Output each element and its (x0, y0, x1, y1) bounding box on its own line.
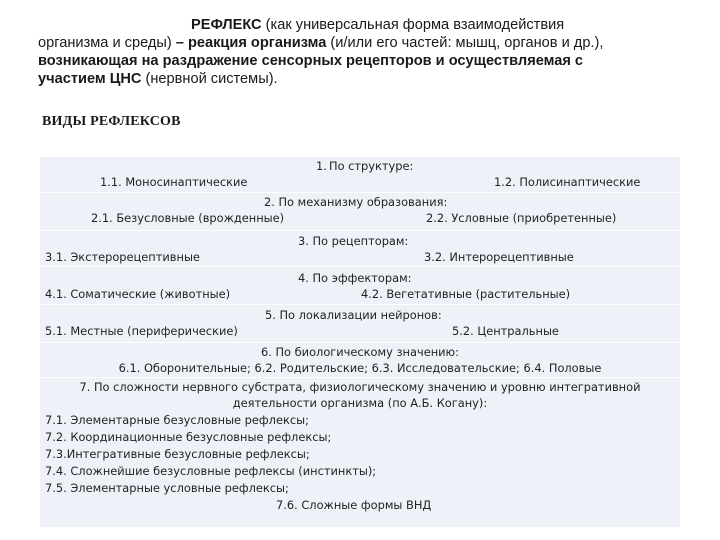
row-4-left: 4.1. Соматические (животные) (45, 287, 231, 301)
table-row-biological (40, 342, 680, 378)
list-item: 7.2. Координационные безусловные рефлексы; (45, 430, 332, 444)
row-2-left: 2.1. Безусловные (врожденные) (91, 211, 285, 225)
row-5-title: 5. По локализации нейронов: (265, 308, 442, 322)
row-3-left: 3.1. Экстерорецептивные (45, 250, 200, 264)
list-item: 7.3.Интегративные безусловные рефлексы; (45, 447, 310, 461)
row-6-title: 6. По биологическому значению: (261, 345, 459, 359)
table-row-complexity (40, 377, 680, 528)
list-item: 7.1. Элементарные безусловные рефлексы; (45, 413, 309, 427)
reflex-classification-table (40, 157, 680, 527)
row-6-items: 6.1. Оборонительные; 6.2. Родительские; 6.3. Исследовательские; 6.4. Половые (118, 361, 602, 375)
definition-line-1: РЕФЛЕКС (как универсальная форма взаимодействия (191, 17, 565, 33)
row-5-left: 5.1. Местные (периферические) (45, 324, 238, 338)
table-row-effectors (40, 266, 680, 305)
definition-line-4: участием ЦНС (нервной системы). (38, 71, 278, 87)
row-7-title-line-2: деятельности организма (по А.Б. Когану): (232, 396, 488, 410)
row-1-title: По структуре: (329, 159, 414, 173)
row-1-number: 1. (316, 159, 327, 173)
list-item: 7.5. Элементарные условные рефлексы; (45, 481, 289, 495)
row-3-title: 3. По рецепторам: (298, 234, 409, 248)
row-5-right: 5.2. Центральные (452, 324, 559, 338)
row-4-title: 4. По эффекторам: (298, 271, 412, 285)
row-2-title: 2. По механизму образования: (264, 195, 448, 209)
row-4-right: 4.2. Вегетативные (растительные) (361, 287, 571, 301)
table-row-structure (40, 157, 680, 192)
definition-line-2: организма и среды) – реакция организма (и/или его частей: мышц, органов и др.), (38, 35, 604, 51)
definition-line-3: возникающая на раздражение сенсорных рецепторов и осуществляемая с (38, 53, 584, 69)
reflex-definition (38, 16, 698, 88)
row-3-right: 3.2. Интерорецептивные (424, 250, 574, 264)
row-1-left: 1.1. Моносинаптические (100, 175, 248, 189)
list-item: 7.4. Сложнейшие безусловные рефлексы (инстинкты); (45, 464, 377, 478)
list-item-last: 7.6. Сложные формы ВНД (276, 498, 432, 512)
row-2-right: 2.2. Условные (приобретенные) (426, 211, 617, 225)
section-heading: ВИДЫ РЕФЛЕКСОВ (42, 114, 181, 129)
table-row-mechanism (40, 192, 680, 231)
row-7-title-line-1: 7. По сложности нервного субстрата, физиологическому значению и уровню интегративной (79, 380, 641, 394)
table-row-localization (40, 304, 680, 343)
row-1-right: 1.2. Полисинаптические (494, 175, 641, 189)
table-row-receptors (40, 230, 680, 267)
